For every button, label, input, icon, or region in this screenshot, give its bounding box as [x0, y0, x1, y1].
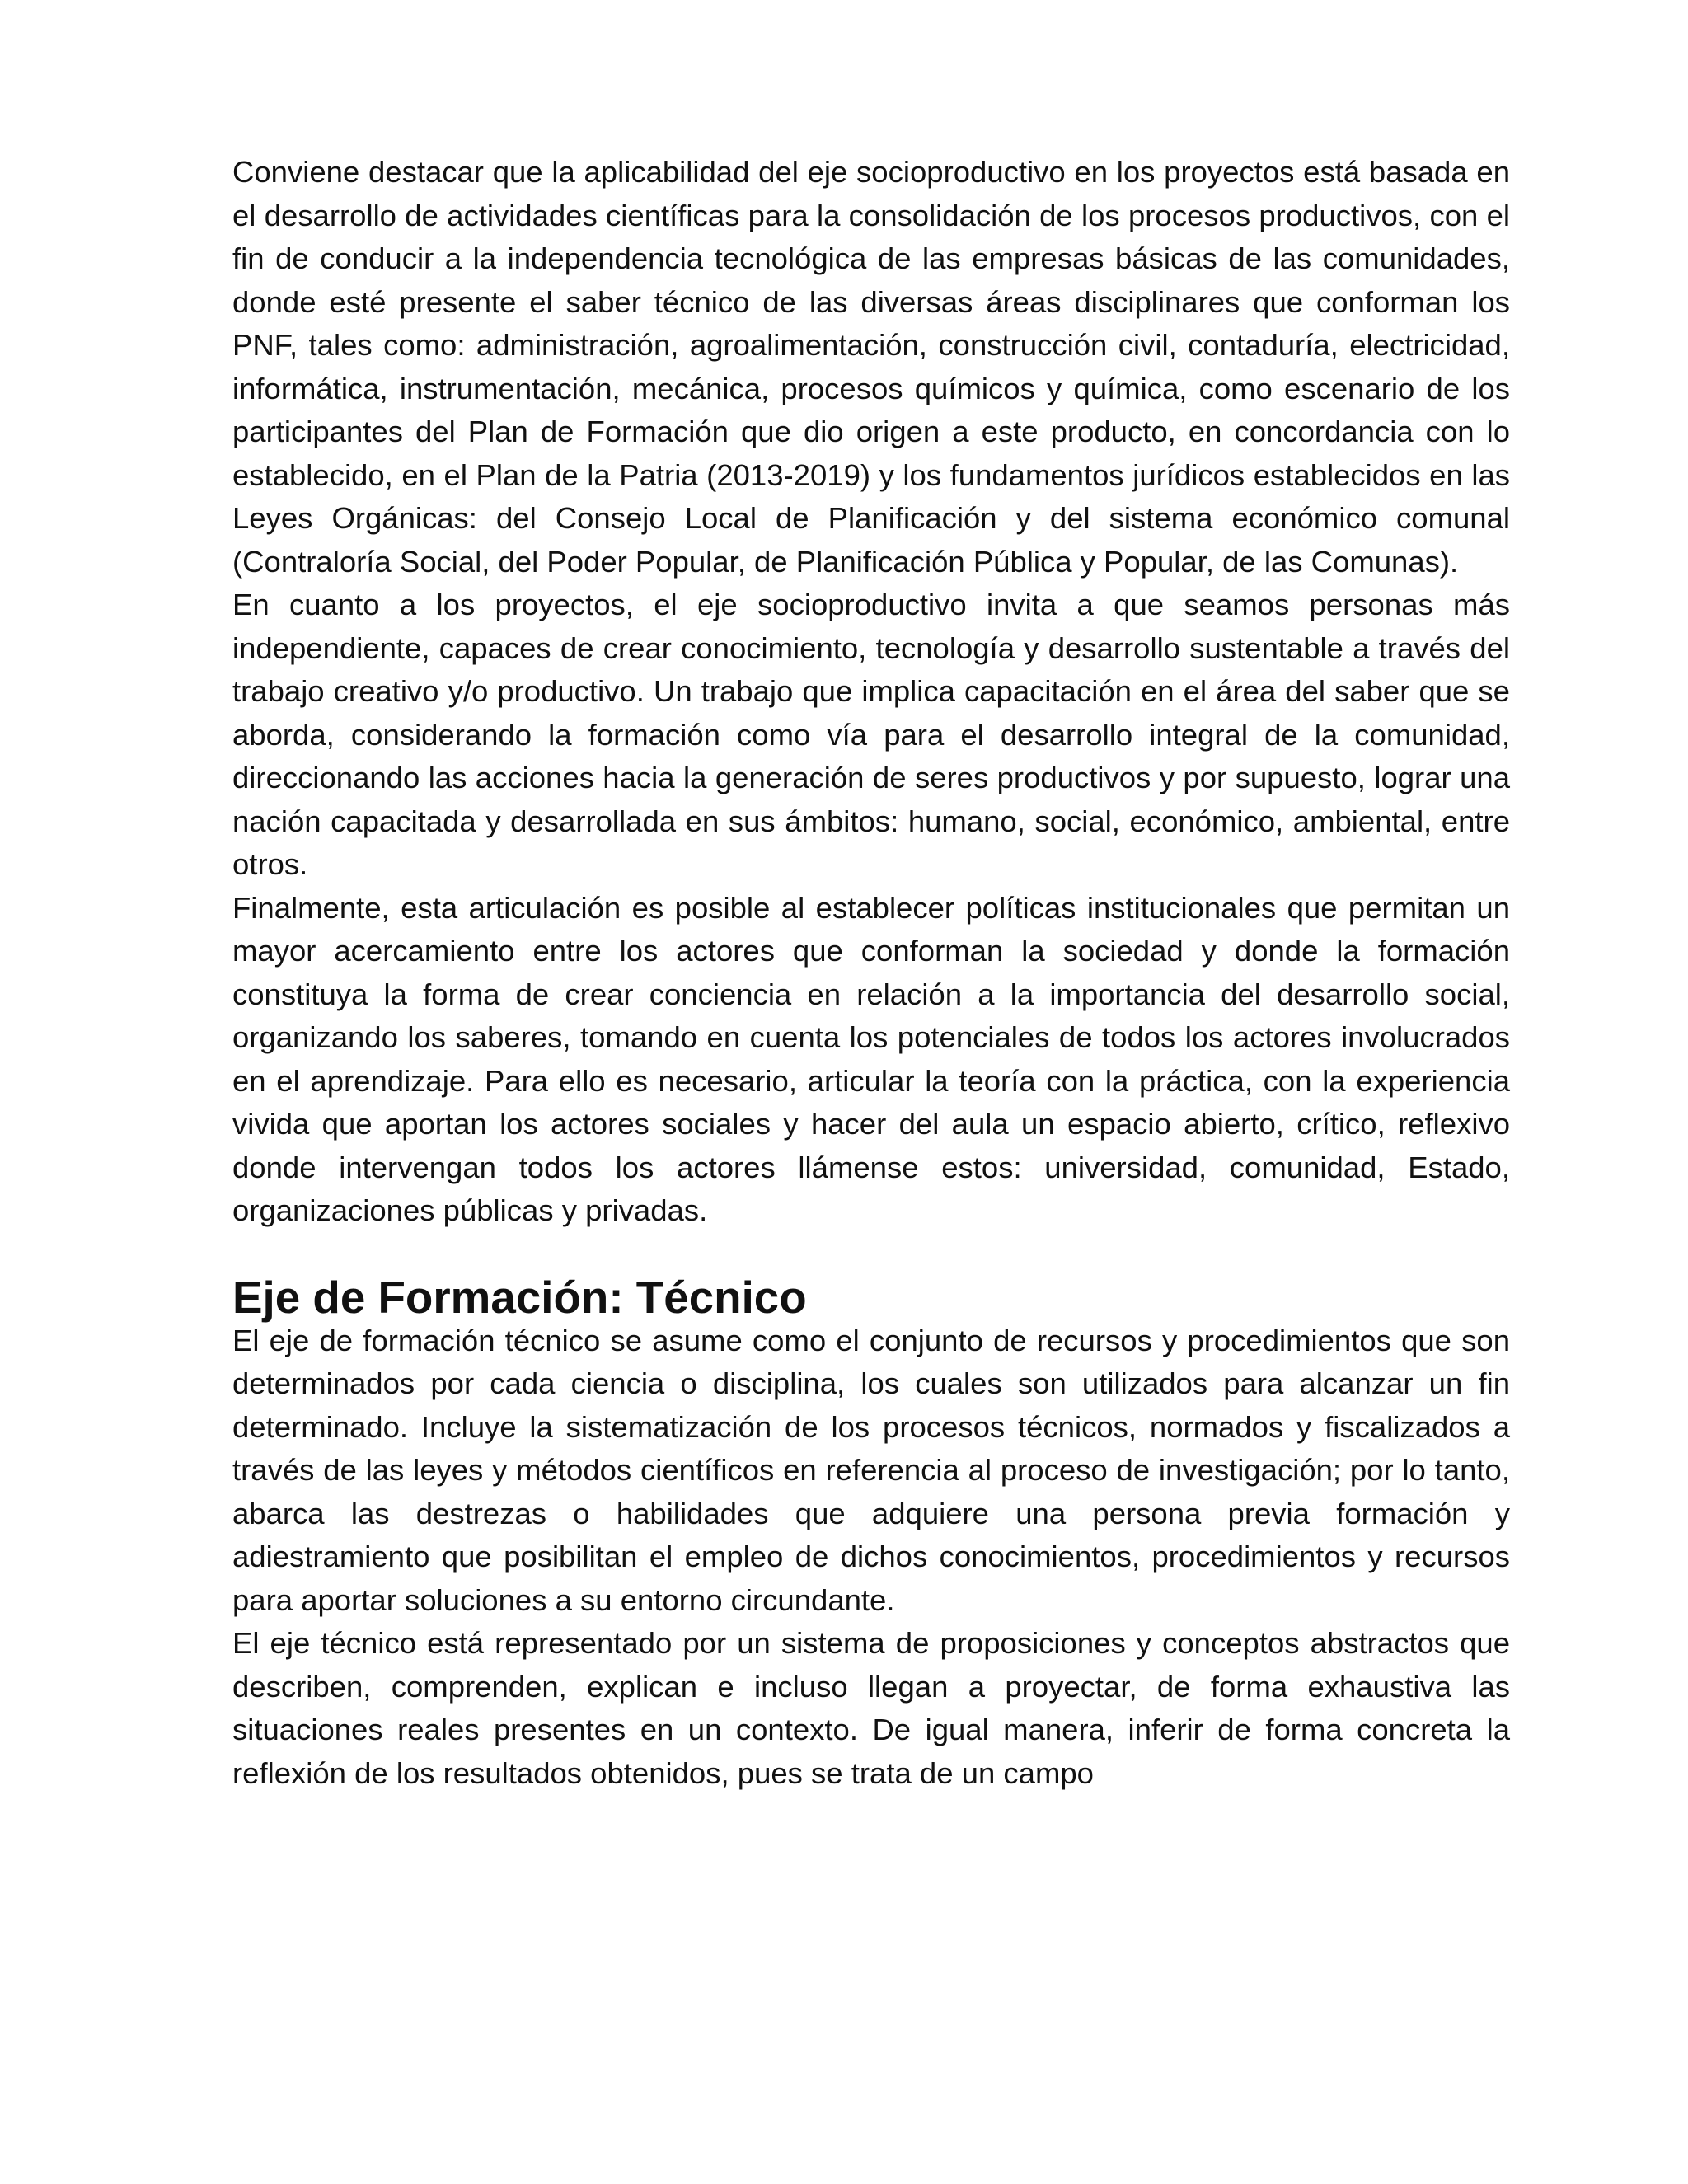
- paragraph-socioproductive-applicability: Conviene destacar que la aplicabilidad del eje socioproductivo en los proyectos está basada en el desarrollo de actividades científicas para la consolidación de los procesos productivos, con el fin de conducir a la independencia tecnológica de las empresas básicas de las comunidades, donde esté presente el saber técnico de las diversas áreas disciplinares que conforman los PNF, tales como: administración, agroalimentación, construcción civil, contaduría, electricidad, informática, instrumentación, mecánica, procesos químicos y química, como escenario de los participantes del Plan de Formación que dio origen a este producto, en concordancia con lo establecido, en el Plan de la Patria (2013-2019) y los fundamentos jurídicos establecidos en las Leyes Orgánicas: del Consejo Local de Planificación y del sistema económico comunal (Contraloría Social, del Poder Popular, de Planificación Pública y Popular, de las Comunas).: [232, 155, 1510, 579]
- paragraph-spacer: [232, 1233, 1510, 1277]
- document-body: [232, 151, 1510, 1795]
- paragraph-technical-axis-definition: El eje de formación técnico se asume como el conjunto de recursos y procedimientos que son determinados por cada ciencia o disciplina, los cuales son utilizados para alcanzar un fin determinado. Incluye la sistematización de los procesos técnicos, normados y fiscalizados a través de las leyes y métodos científicos en referencia al proceso de investigación; por lo tanto, abarca las destrezas o habilidades que adquiere una persona previa formación y adiestramiento que posibilitan el empleo de dichos conocimientos, procedimientos y recursos para aportar soluciones a su entorno circundante.: [232, 1323, 1510, 1617]
- paragraph-technical-axis-representation: El eje técnico está representado por un sistema de proposiciones y conceptos abstractos que describen, comprenden, explican e incluso llegan a proyectar, de forma exhaustiva las situaciones reales presentes en un contexto. De igual manera, inferir de forma concreta la reflexión de los resultados obtenidos, pues se trata de un campo: [232, 1626, 1510, 1790]
- paragraph-projects-socioproductive: En cuanto a los proyectos, el eje socioproductivo invita a que seamos personas más independiente, capaces de crear conocimiento, tecnología y desarrollo sustentable a través del trabajo creativo y/o productivo. Un trabajo que implica capacitación en el área del saber que se aborda, considerando la formación como vía para el desarrollo integral de la comunidad, direccionando las acciones hacia la generación de seres productivos y por supuesto, lograr una nación capacitada y desarrollada en sus ámbitos: humano, social, económico, ambiental, entre otros.: [232, 588, 1510, 881]
- section-heading: Eje de Formación: Técnico: [232, 1272, 807, 1323]
- paragraph-articulation: Finalmente, esta articulación es posible al establecer políticas institucionales que permitan un mayor acercamiento entre los actores que conforman la sociedad y donde la formación constituya la forma de crear conciencia en relación a la importancia del desarrollo social, organizando los saberes, tomando en cuenta los potenciales de todos los actores involucrados en el aprendizaje. Para ello es necesario, articular la teoría con la práctica, con la experiencia vivida que aportan los actores sociales y hacer del aula un espacio abierto, crítico, reflexivo donde intervengan todos los actores llámense estos: universidad, comunidad, Estado, organizaciones públicas y privadas.: [232, 890, 1510, 1227]
